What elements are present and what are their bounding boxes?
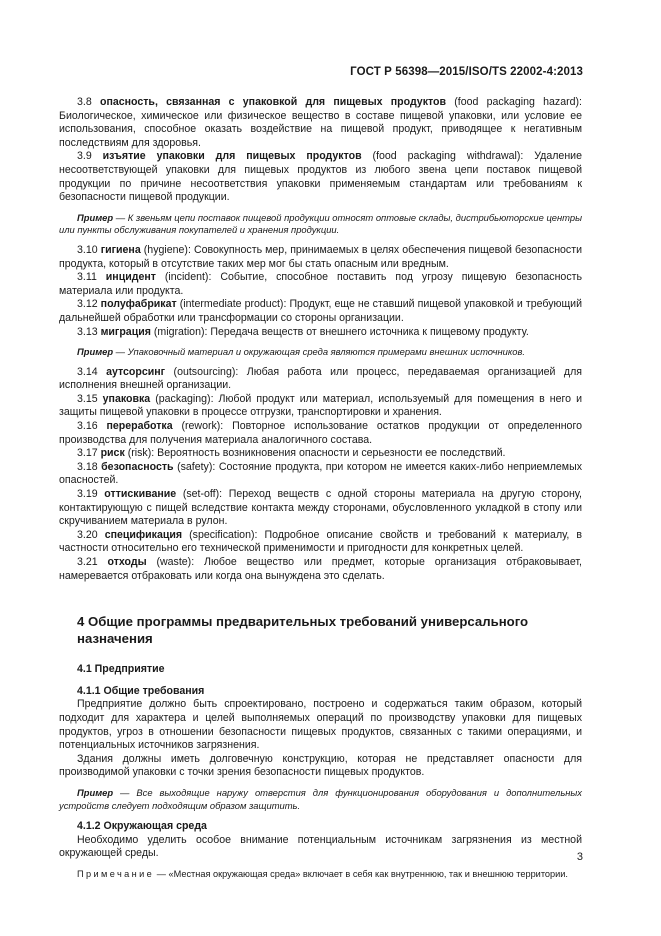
definition-3-16: 3.16 переработка (rework): Повторное использование остатков продукции от определенного производства для получения материала аналогичного состава. [59,420,582,446]
subsection-4-1-2-heading: 4.1.2 Окружающая среда [77,820,207,833]
paragraph-4-1-2: Необходимо уделить особое внимание потенциальным источникам загрязнения из местной окружающей среды. [59,833,582,860]
paragraph-4-1-1-b: Здания должны иметь долговечную конструкцию, которая не представляет опасности для производимой упаковки с точки зрения безопасности пищевых продуктов. [59,752,582,779]
definition-3-17: 3.17 риск (risk): Вероятность возникновения опасности и серьезности ее последствий. [77,447,506,460]
subsection-4-1-1-heading: 4.1.1 Общие требования [77,684,205,697]
example-openings: Пример — Все выходящие наружу отверстия для функционирования оборудования и дополнительных устройств следует подходящим образом защитить. [59,786,582,811]
definition-3-9: 3.9 изъятие упаковки для пищевых продуктов (food packaging withdrawal): Удаление несоответствующей упаковки для пищевых продуктов из любого звена цепи поставок пищевой продукции по причине несоответствия упаковки применяемым стандартам или требованиям к безопасности пищевой продукции. [59,150,582,204]
subsection-4-1-heading: 4.1 Предприятие [77,663,165,676]
definition-3-8: 3.8 опасность, связанная с упаковкой для пищевых продуктов (food packaging hazard): Биологическое, химическое или физическое вещество в составе пищевой упаковки, или условие ее использования, способное оказать воздействие на пищевой продукт, приводящее к негативным последствиям для здоровья. [59,96,583,149]
definition-3-10: 3.10 гигиена (hygiene): Совокупность мер, принимаемых в целях обеспечения пищевой безопасности продукта, который в отсутствие таких мер мог бы стать опасным или вредным. [59,243,582,270]
definition-3-15: 3.15 упаковка (packaging): Любой продукт или материал, используемый для помещения в него и защиты пищевой упаковки в процессе отгрузки, транспортировки и хранения. [59,392,582,419]
term: изъятие упаковки для пищевых продуктов [102,150,362,163]
definition-3-18: 3.18 безопасность (safety): Состояние продукта, при котором не имеется каких-либо неприемлемых опасностей. [59,460,582,487]
page-number: 3 [576,851,583,863]
document-header: ГОСТ Р 56398—2015/ISO/TS 22002-4:2013 [350,66,583,78]
term: опасность, связанная с упаковкой для пищевых продуктов [99,96,447,108]
definition-3-13: 3.13 миграция (migration): Передача веществ от внешнего источника к пищевому продукту. [77,325,529,338]
definitions-block-2 [59,244,582,339]
section-4-heading: 4 Общие программы предварительных требований универсального назначения [77,614,529,647]
definitions-block-1 [59,96,582,205]
definition-3-12: 3.12 полуфабрикат (intermediate product): Продукт, еще не ставший пищевой упаковкой и требующий дальнейшей обработки или трансформации со стороны организации. [59,298,582,324]
definition-3-21: 3.21 отходы (waste): Любое вещество или предмет, которые организация отбраковывает, намеревается отбраковать или когда она вынуждена это сделать. [59,556,582,582]
definition-3-14: 3.14 аутсорсинг (outsourcing): Любая работа или процесс, передаваемая организацией для исполнения внешней организации. [59,365,582,392]
example-supply-chain: Пример — К звеньям цепи поставок пищевой продукции относят оптовые склады, дистрибьюторские центры или пункты обслуживания покупателей и хранения продукции. [59,211,582,236]
definition-3-20: 3.20 спецификация (specification): Подробное описание свойств и требований к материалу, в частности относительно его технической применимости и пригодности для конкретных целей. [59,528,582,555]
document-body [59,96,582,881]
definitions-block-3 [59,366,582,584]
example-external-sources: Пример — Упаковочный материал и окружающая среда являются примерами внешних источников. [77,346,525,358]
definition-3-19: 3.19 оттискивание (set-off): Переход веществ с одной стороны материала на другую сторону, контактирующую с пищей вследствие контакта между сторонами, обусловленного укладкой в стопу или скручиванием материала в рулон. [59,488,582,528]
paragraph-4-1-1-a: Предприятие должно быть спроектировано, построено и содержаться таким образом, который подходит для характера и целей выполняемых операций по производству упаковки для пищевых продуктов, угроз в отношении безопасности пищевых продуктов, связанных с такими операциями, и потенциальных источников загрязнения. [59,698,582,752]
definition-3-11: 3.11 инцидент (incident): Событие, способное поставить под угрозу пищевую безопасность материала или продукта. [59,271,582,297]
note-local-environment: Примечание — «Местная окружающая среда» включает в себя как внутреннюю, так и внешнюю территории. [77,868,568,879]
